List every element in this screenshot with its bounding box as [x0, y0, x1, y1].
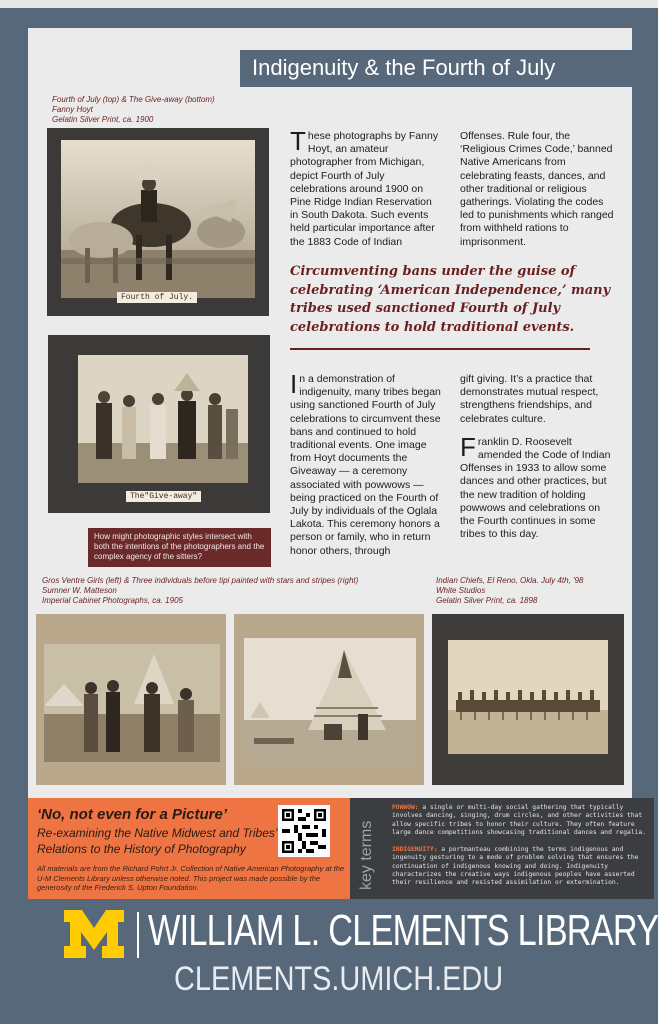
block-m-logo-icon	[62, 908, 126, 960]
fdr-paragraph	[460, 431, 616, 542]
demo-text-column-2	[460, 373, 616, 541]
bottom-left-caption	[42, 576, 422, 606]
key-terms-block	[350, 798, 654, 899]
intro-text-column-2	[460, 130, 616, 249]
photo-print	[244, 638, 416, 766]
library-url-link[interactable]: CLEMENTS.UMICH.EDU	[174, 960, 504, 998]
photo-label: Fourth of July.	[117, 292, 197, 303]
photo-scene	[61, 140, 255, 298]
photo-label: The"Give-away"	[126, 491, 201, 502]
caption-title: Fourth of July (top) & The Give-away (bottom)	[52, 95, 215, 104]
exhibit-subtitle: Re-examining the Native Midwest and Tribes’ Relations to the History of Photography	[37, 826, 277, 856]
top-photo-caption	[52, 95, 282, 125]
print-registration-strip	[0, 0, 658, 8]
photo-gros-ventre-girls	[36, 614, 226, 785]
intro-text-column-1	[290, 126, 442, 249]
photo-scene	[448, 640, 608, 754]
qr-code-icon[interactable]	[278, 805, 330, 857]
caption-medium: Gelatin Silver Print, ca. 1900	[52, 115, 154, 124]
caption-author: Sumner W. Matteson	[42, 586, 117, 595]
caption-medium: Gelatin Silver Print, ca. 1898	[436, 596, 538, 605]
drop-cap: I	[290, 369, 298, 399]
photo-scene	[44, 644, 220, 762]
photo-tipi-stars-stripes	[234, 614, 424, 785]
intro-paragraph-continued: Offenses. Rule four, the ‘Religious Crimes Code,’ banned Native Americans from celebrating feasts, dances, and other traditional or religious gatherings. Violating the codes led to punishments which ranged from withheld rations to imprisonment.	[460, 130, 614, 248]
drop-cap: F	[460, 431, 476, 462]
demo-paragraph-continued: gift giving. It’s a practice that demonstrates mutual respect, strengthens friendships, and celebrates culture.	[460, 373, 599, 425]
exhibit-credit: All materials are from the Richard Pohrt Jr. Collection of Native American Photography at the U-M Clements Library unless otherwise noted. This project was made possible by the generosity of the Frederick S. Upton Foundation.	[37, 864, 345, 892]
library-name: WILLIAM L. CLEMENTS LIBRARY	[148, 906, 658, 955]
photo-give-away	[48, 335, 270, 513]
bottom-right-caption	[436, 576, 626, 606]
indigenuity-term: INDIGENUITY:	[392, 846, 438, 853]
powwow-term: POWWOW:	[392, 804, 419, 811]
footer-divider	[137, 912, 139, 958]
photo-fourth-of-july	[47, 128, 269, 316]
divider-rule	[290, 348, 590, 350]
demo-paragraph: n a demonstration of indigenuity, many tribes began using sanctioned Fourth of July celebrations to circumvent these bans and continued to hold traditional events. One image from Hoyt documents the Giveaway — a ceremony associated with powwows — being practiced on the Fourth of July by individuals of the Oglala Lakota. This ceremony honors a person or family, who in return honor others, through	[290, 373, 441, 557]
caption-author: White Studios	[436, 586, 486, 595]
key-terms-label: key terms	[358, 820, 375, 890]
caption-title: Indian Chiefs, El Reno, Okla. July 4th, '98	[436, 576, 584, 585]
photo-scene	[244, 638, 416, 766]
powwow-definition	[392, 804, 650, 837]
pull-quote: Circumventing bans under the guise of celebrating ‘American Independence,’ many tribes used sanctioned Fourth of July celebrations to hold traditional events.	[290, 264, 611, 335]
qr-code-pattern	[282, 809, 326, 853]
demo-text-column-1	[290, 369, 446, 558]
drop-cap: T	[290, 126, 306, 156]
photo-print	[78, 355, 248, 483]
caption-medium: Imperial Cabinet Photographs, ca. 1905	[42, 596, 183, 605]
photo-scene	[78, 355, 248, 483]
photo-print	[44, 644, 220, 762]
exhibit-title: ‘No, not even for a Picture’	[37, 806, 228, 823]
intro-paragraph: hese photographs by Fanny Hoyt, an amateur photographer from Michigan, depict Fourth of July celebrations around 1900 on Pine Ridge Indian Reservation in South Dakota. Such events held particular importance after the 1883 Code of Indian	[290, 130, 439, 248]
caption-author: Fanny Hoyt	[52, 105, 93, 114]
page-title: Indigenuity & the Fourth of July	[240, 50, 632, 87]
photo-indian-chiefs-el-reno	[432, 614, 624, 785]
discussion-question: How might photographic styles intersect with both the intentions of the photographers and the complex agency of the sitters?	[88, 528, 271, 567]
powwow-text: a single or multi-day social gathering that typically involves dancing, singing, drum circles, and other activities that allow specific tribes to honor their culture. They often feature large dance competitions showcasing traditional dances and regalia.	[392, 804, 647, 836]
photo-print	[61, 140, 255, 298]
indigenuity-text: a portmanteau combining the terms indigenous and ingenuity gesturing to a mode of problem solving that ensures the continuation of indigenous knowing and doing. Indigenuity characterizes the creative ways indigenous peoples have asserted their resilience and resisted assimilation or extermination.	[392, 846, 639, 887]
photo-print	[448, 640, 608, 754]
caption-title: Gros Ventre Girls (left) & Three individuals before tipi painted with stars and stripes (right)	[42, 576, 359, 585]
fdr-text: ranklin D. Roosevelt amended the Code of Indian Offenses in 1933 to allow some dances and other practices, but the new tradition of holding powwows and celebrations on the Fourth continues in some tribes to this day.	[460, 435, 611, 541]
indigenuity-definition	[392, 846, 650, 887]
